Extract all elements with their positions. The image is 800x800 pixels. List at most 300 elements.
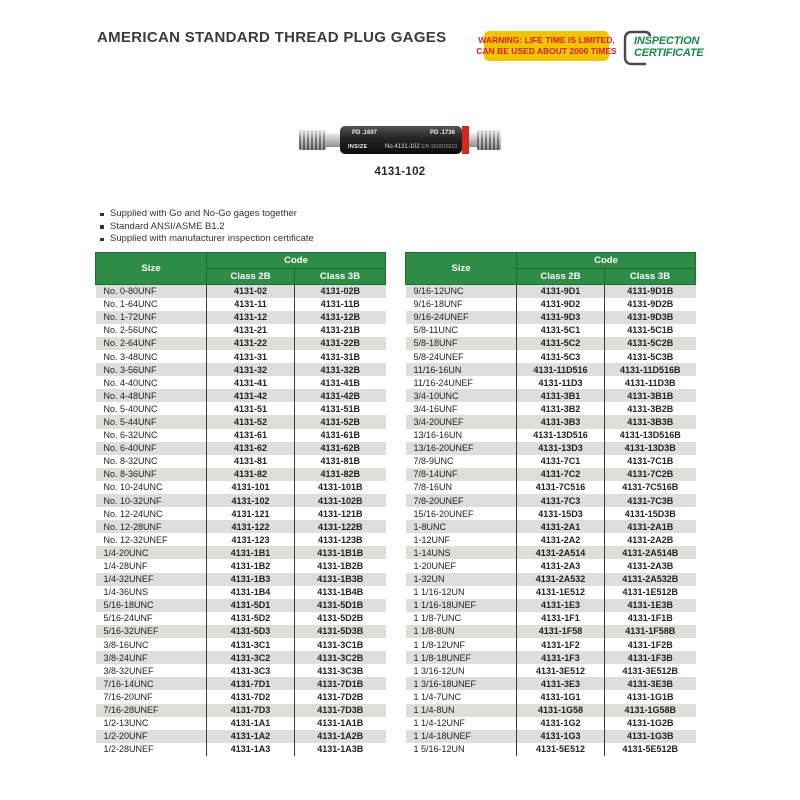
class2b-code-cell: 4131-1A2: [207, 730, 295, 743]
size-cell: 3/8-24UNF: [96, 651, 207, 664]
size-cell: 7/16-14UNC: [96, 677, 207, 690]
table-row: [406, 311, 696, 324]
class3b-code-cell: 4131-9D1B: [605, 285, 696, 298]
class2b-code-cell: 4131-51: [207, 402, 295, 415]
class2b-code-cell: 4131-5D1: [207, 599, 295, 612]
table-row: [406, 337, 696, 350]
class2b-code-cell: 4131-02: [207, 285, 295, 298]
table-row: [96, 664, 386, 677]
table-row: [96, 298, 386, 311]
class3b-code-cell: 4131-1F2B: [605, 638, 696, 651]
size-cell: 1/4-28UNF: [103, 561, 148, 572]
class2b-code-cell: 4131-3C1: [207, 638, 295, 651]
class3b-code-cell: 4131-7D1B: [295, 677, 386, 690]
class3b-code-cell: 4131-1B4B: [295, 586, 386, 599]
class3b-code-cell: 4131-21B: [295, 324, 386, 337]
class2b-code-cell: 4131-32: [207, 363, 295, 376]
class2b-code-cell: 4131-3C2: [207, 651, 295, 664]
class3b-code-cell: 4131-5D3B: [295, 625, 386, 638]
table-row: [406, 664, 696, 677]
class2b-code-cell: 4131-5C1: [517, 324, 605, 337]
table-row: [406, 481, 696, 494]
class3b-code-cell: 4131-1B3B: [295, 573, 386, 586]
pd-right-marking: PD .1736: [429, 130, 455, 136]
class3b-code-cell: 4131-5C3B: [605, 350, 696, 363]
size-cell: 13/16-16UN: [413, 430, 463, 441]
table-row: [406, 350, 696, 363]
table-row: [96, 363, 386, 376]
size-cell: 5/8-24UNEF: [413, 351, 464, 362]
certificate-line-2: CERTIFICATE: [634, 46, 704, 59]
class2b-code-cell: 4131-1E512: [517, 586, 605, 599]
class3b-code-cell: 4131-7C2B: [605, 468, 696, 481]
class3b-code-cell: 4131-42B: [295, 389, 386, 402]
size-cell: 1 1/8-18UNEF: [406, 651, 517, 664]
class3b-code-cell: 4131-3C3B: [295, 664, 386, 677]
table-row: [406, 625, 696, 638]
size-cell: 1 1/8-7UNC: [413, 613, 462, 624]
table-row: [406, 704, 696, 717]
class3b-code-cell: 4131-1A3B: [295, 743, 386, 756]
certificate-label: [633, 36, 705, 59]
size-cell: 1/2-28UNEF: [103, 744, 154, 755]
size-cell: No. 5-44UNF: [96, 415, 207, 428]
class3b-code-cell: 4131-123B: [295, 533, 386, 546]
class3b-code-cell: 4131-2A1B: [605, 520, 696, 533]
size-cell: 3/8-16UNC: [103, 639, 149, 650]
size-cell: 1-32UN: [406, 573, 517, 586]
size-cell: 1 5/16-12UN: [413, 744, 465, 755]
class3b-code-cell: 4131-7C516B: [605, 481, 696, 494]
bullet-item: Standard ANSI/ASME B1.2: [99, 221, 314, 234]
class3b-code-cell: 4131-52B: [295, 415, 386, 428]
size-cell: 1/4-20UNC: [96, 546, 207, 559]
size-cell: 1-12UNF: [413, 534, 451, 545]
model-marking: No.4131-102: [385, 144, 420, 150]
size-cell: 5/16-24UNF: [103, 613, 153, 624]
class2b-code-cell: 4131-1G3: [517, 730, 605, 743]
class3b-code-cell: 4131-9D2B: [605, 298, 696, 311]
class2b-code-cell: 4131-21: [207, 324, 295, 337]
table-row: [406, 494, 696, 507]
class3b-code-cell: 4131-11D3B: [605, 376, 696, 389]
brand-marking: INSIZE: [348, 144, 368, 150]
size-cell: 1 1/8-12UNF: [413, 639, 466, 650]
class3b-code-cell: 4131-1G1B: [605, 690, 696, 703]
class3b-code-cell: 4131-3E3B: [605, 677, 696, 690]
class3b-code-cell: 4131-81B: [295, 455, 386, 468]
thread-plug-gage-image: [295, 118, 505, 162]
class2b-code-cell: 4131-3B2: [517, 402, 605, 415]
feature-bullet-list: [99, 208, 314, 246]
class3b-code-cell: 4131-1E512B: [605, 586, 696, 599]
class2b-code-cell: 4131-42: [207, 389, 295, 402]
class2b-code-cell: 4131-5D2: [207, 612, 295, 625]
table-row: [406, 638, 696, 651]
class3b-code-cell: 4131-11D516B: [605, 363, 696, 376]
table-row: [96, 507, 386, 520]
size-cell: 5/16-18UNC: [96, 599, 207, 612]
certificate-line-1: INSPECTION: [634, 35, 700, 47]
table-row: [96, 429, 386, 442]
class2b-code-cell: 4131-1F58: [517, 625, 605, 638]
class2b-code-cell: 4131-52: [207, 415, 295, 428]
class2b-code-cell: 4131-1E3: [517, 599, 605, 612]
bullet-item: Supplied with Go and No-Go gages together: [99, 208, 314, 221]
class2b-code-cell: 4131-5C2: [517, 337, 605, 350]
size-cell: 1 1/4-8UN: [406, 704, 517, 717]
class3b-code-cell: 4131-2A3B: [605, 559, 696, 572]
size-cell: 3/4-16UNF: [413, 403, 458, 414]
table-row: [406, 298, 696, 311]
size-cell: 7/16-28UNEF: [96, 704, 207, 717]
class3b-code-cell: 4131-1F1B: [605, 612, 696, 625]
class2b-code-cell: 4131-31: [207, 350, 295, 363]
table-row: [96, 599, 386, 612]
class2b-code-cell: 4131-3B1: [517, 389, 605, 402]
size-cell: No. 6-32UNC: [103, 430, 158, 441]
table-row: [406, 533, 696, 546]
table-row: [406, 389, 696, 402]
class2b-code-cell: 4131-3B3: [517, 415, 605, 428]
table-row: [96, 573, 386, 586]
class2b-code-cell: 4131-61: [207, 429, 295, 442]
class2b-code-cell: 4131-1B2: [207, 559, 295, 572]
table-row: [406, 599, 696, 612]
table-row: [406, 468, 696, 481]
class3b-code-cell: 4131-102B: [295, 494, 386, 507]
table-row: [96, 442, 386, 455]
class3b-code-cell: 4131-7C1B: [605, 455, 696, 468]
table-row: [96, 533, 386, 546]
size-cell: No. 10-32UNF: [96, 494, 207, 507]
class3b-code-cell: 4131-22B: [295, 337, 386, 350]
size-cell: No. 1-64UNC: [103, 299, 158, 310]
size-cell: No. 4-48UNF: [96, 389, 207, 402]
class2b-code-cell: 4131-9D3: [517, 311, 605, 324]
size-cell: No. 12-28UNF: [96, 520, 207, 533]
size-column-header: Size: [96, 253, 207, 285]
table-row: [406, 520, 696, 533]
size-column-header: Size: [406, 253, 517, 285]
table-row: [96, 285, 386, 298]
class2b-code-cell: 4131-7C516: [517, 481, 605, 494]
class3b-code-cell: 4131-13D516B: [605, 429, 696, 442]
table-row: [406, 612, 696, 625]
class2b-code-cell: 4131-7C3: [517, 494, 605, 507]
size-cell: No. 2-64UNF: [96, 337, 207, 350]
class2b-code-cell: 4131-7D3: [207, 704, 295, 717]
class2b-code-cell: 4131-101: [207, 481, 295, 494]
size-cell: 1 1/4-7UNC: [413, 691, 462, 702]
table-row: [96, 546, 386, 559]
size-cell: 9/16-12UNC: [406, 285, 517, 298]
table-row: [406, 507, 696, 520]
table-row: [406, 285, 696, 298]
class2b-code-cell: 4131-15D3: [517, 507, 605, 520]
table-row: [96, 455, 386, 468]
class3b-code-cell: 4131-7D2B: [295, 690, 386, 703]
pd-left-marking: PD .1697: [352, 130, 378, 136]
product-code-caption: 4131-102: [374, 166, 426, 178]
class2b-code-cell: 4131-2A3: [517, 559, 605, 572]
table-row: [96, 402, 386, 415]
size-cell: 5/8-11UNC: [413, 325, 458, 336]
size-cell: 7/8-16UN: [413, 482, 453, 493]
size-cell: 1/4-36UNS: [103, 587, 149, 598]
size-cell: 9/16-18UNF: [413, 299, 463, 310]
table-row: [406, 717, 696, 730]
class3b-code-cell: 4131-1G2B: [605, 717, 696, 730]
class3b-code-cell: 4131-41B: [295, 376, 386, 389]
table-row: [96, 311, 386, 324]
table-row: [96, 376, 386, 389]
size-cell: No. 2-56UNC: [103, 325, 158, 336]
size-cell: 9/16-24UNEF: [406, 311, 517, 324]
size-cell: 1-8UNC: [406, 520, 517, 533]
class2b-code-cell: 4131-2A1: [517, 520, 605, 533]
table-row: [96, 690, 386, 703]
class3b-code-cell: 4131-5D2B: [295, 612, 386, 625]
class3b-code-cell: 4131-1B2B: [295, 559, 386, 572]
go-thread-end: [299, 130, 326, 150]
class3b-code-cell: 4131-11B: [295, 298, 386, 311]
class2b-code-cell: 4131-5D3: [207, 625, 295, 638]
table-row: [96, 350, 386, 363]
warning-line-2: CAN BE USED ABOUT 2000 TIMES: [476, 46, 617, 56]
size-cell: No. 4-40UNC: [103, 377, 158, 388]
class2b-code-cell: 4131-22: [207, 337, 295, 350]
class2b-code-cell: 4131-41: [207, 376, 295, 389]
class3b-code-cell: 4131-5C1B: [605, 324, 696, 337]
class2b-code-cell: 4131-1A1: [207, 717, 295, 730]
class3b-code-cell: 4131-3C2B: [295, 651, 386, 664]
class3b-code-cell: 4131-1E3B: [605, 599, 696, 612]
class3b-code-cell: 4131-121B: [295, 507, 386, 520]
table-row: [406, 402, 696, 415]
class3b-code-cell: 4131-2A532B: [605, 573, 696, 586]
class2b-code-cell: 4131-7D1: [207, 677, 295, 690]
size-cell: 3/4-20UNEF: [406, 415, 517, 428]
table-row: [406, 586, 696, 599]
class2b-code-cell: 4131-5C3: [517, 350, 605, 363]
bullet-item: Supplied with manufacturer inspection certificate: [99, 233, 314, 246]
size-cell: 1 3/16-18UNEF: [406, 677, 517, 690]
table-row: [406, 415, 696, 428]
class2b-code-cell: 4131-13D3: [517, 442, 605, 455]
page-title: AMERICAN STANDARD THREAD PLUG GAGES: [97, 29, 447, 46]
table-row: [406, 376, 696, 389]
table-row: [96, 586, 386, 599]
size-cell: No. 5-40UNC: [103, 403, 158, 414]
class3b-code-cell: 4131-7D3B: [295, 704, 386, 717]
size-cell: 3/4-10UNC: [406, 389, 517, 402]
no-go-thread-end: [477, 130, 501, 150]
table-row: [406, 324, 696, 337]
class2b-code-cell: 4131-62: [207, 442, 295, 455]
class3b-code-cell: 4131-2A2B: [605, 533, 696, 546]
table-row: [406, 455, 696, 468]
table-row: [406, 546, 696, 559]
class3b-code-cell: 4131-1G58B: [605, 704, 696, 717]
class2b-code-cell: 4131-3C3: [207, 664, 295, 677]
table-row: [96, 651, 386, 664]
class3b-code-cell: 4131-31B: [295, 350, 386, 363]
inspection-certificate-logo: [621, 28, 711, 68]
class2b-code-cell: 4131-11: [207, 298, 295, 311]
class3b-code-cell: 4131-1G3B: [605, 730, 696, 743]
gage-handle: [340, 126, 462, 154]
class2b-code-cell: 4131-3E512: [517, 664, 605, 677]
size-cell: 13/16-20UNEF: [406, 442, 517, 455]
class3b-code-cell: 4131-1B1B: [295, 546, 386, 559]
class2b-code-cell: 4131-2A532: [517, 573, 605, 586]
size-cell: No. 0-80UNF: [96, 285, 207, 298]
size-cell: No. 8-36UNF: [96, 468, 207, 481]
class2b-code-cell: 4131-81: [207, 455, 295, 468]
table-row: [96, 324, 386, 337]
class3b-code-cell: 4131-122B: [295, 520, 386, 533]
class3b-code-cell: 4131-62B: [295, 442, 386, 455]
table-row: [96, 337, 386, 350]
class3b-code-cell: 4131-61B: [295, 429, 386, 442]
size-cell: 1 1/8-8UN: [406, 625, 517, 638]
class3b-code-cell: 4131-5C2B: [605, 337, 696, 350]
size-cell: No. 3-48UNC: [103, 351, 158, 362]
table-row: [406, 429, 696, 442]
table-row: [96, 520, 386, 533]
right-shaft: [469, 133, 477, 147]
class2b-code-cell: 4131-1F1: [517, 612, 605, 625]
size-cell: 1 1/4-18UNEF: [406, 730, 517, 743]
class2b-column-header: Class 2B: [207, 269, 295, 285]
class2b-code-cell: 4131-7D2: [207, 690, 295, 703]
class3b-code-cell: 4131-3C1B: [295, 638, 386, 651]
size-cell: 15/16-20UNEF: [413, 508, 474, 519]
class3b-column-header: Class 3B: [295, 269, 386, 285]
class3b-code-cell: 4131-101B: [295, 481, 386, 494]
table-row: [96, 494, 386, 507]
class2b-code-cell: 4131-1G1: [517, 690, 605, 703]
size-cell: 1/2-20UNF: [96, 730, 207, 743]
class2b-code-cell: 4131-1B3: [207, 573, 295, 586]
class3b-code-cell: 4131-1F58B: [605, 625, 696, 638]
class2b-code-cell: 4131-9D1: [517, 285, 605, 298]
class2b-code-cell: 4131-13D516: [517, 429, 605, 442]
class2b-code-cell: 4131-1B1: [207, 546, 295, 559]
size-cell: 1/4-32UNEF: [96, 573, 207, 586]
code-column-header: Code: [207, 253, 386, 269]
size-cell: 5/8-18UNF: [406, 337, 517, 350]
class3b-code-cell: 4131-32B: [295, 363, 386, 376]
class3b-code-cell: 4131-12B: [295, 311, 386, 324]
size-cell: 1 1/16-12UN: [413, 587, 465, 598]
class2b-code-cell: 4131-1G58: [517, 704, 605, 717]
table-row: [406, 573, 696, 586]
table-row: [406, 442, 696, 455]
class3b-code-cell: 4131-51B: [295, 402, 386, 415]
size-cell: 11/16-16UN: [406, 363, 517, 376]
size-cell: 1 1/4-12UNF: [413, 718, 466, 729]
size-cell: 5/16-32UNEF: [96, 625, 207, 638]
class3b-code-cell: 4131-1A1B: [295, 717, 386, 730]
table-row: [96, 389, 386, 402]
class3b-code-cell: 4131-02B: [295, 285, 386, 298]
size-cell: 1 3/16-12UN: [413, 665, 465, 676]
serial-marking: S/N 1818/16013: [420, 144, 457, 150]
warning-line-1: WARNING: LIFE TIME IS LIMITED,: [478, 35, 615, 45]
class2b-code-cell: 4131-1F3: [517, 651, 605, 664]
size-cell: No. 8-32UNC: [103, 456, 158, 467]
table-row: [96, 625, 386, 638]
class3b-code-cell: 4131-82B: [295, 468, 386, 481]
class2b-code-cell: 4131-9D2: [517, 298, 605, 311]
table-row: [96, 704, 386, 717]
class3b-code-cell: 4131-1F3B: [605, 651, 696, 664]
class2b-code-cell: 4131-2A2: [517, 533, 605, 546]
table-row: [406, 651, 696, 664]
size-cell: No. 12-32UNEF: [103, 534, 168, 545]
class2b-code-cell: 4131-123: [207, 533, 295, 546]
class3b-code-cell: 4131-5E512B: [605, 743, 696, 756]
class3b-code-cell: 4131-15D3B: [605, 507, 696, 520]
class2b-code-cell: 4131-121: [207, 507, 295, 520]
class2b-code-cell: 4131-1A3: [207, 743, 295, 756]
class3b-code-cell: 4131-13D3B: [605, 442, 696, 455]
no-go-red-band: [462, 126, 469, 154]
table-row: [96, 612, 386, 625]
class2b-code-cell: 4131-122: [207, 520, 295, 533]
class3b-code-cell: 4131-3E512B: [605, 664, 696, 677]
size-cell: 7/8-14UNF: [406, 468, 517, 481]
size-cell: No. 1-72UNF: [96, 311, 207, 324]
size-cell: 3/8-32UNEF: [103, 665, 154, 676]
code-column-header: Code: [517, 253, 696, 269]
table-row: [96, 677, 386, 690]
class2b-code-cell: 4131-2A514: [517, 546, 605, 559]
size-cell: 1/2-13UNC: [103, 718, 149, 729]
table-row: [406, 743, 696, 756]
class3b-code-cell: 4131-9D3B: [605, 311, 696, 324]
class2b-code-cell: 4131-102: [207, 494, 295, 507]
size-cell: No. 6-40UNF: [96, 442, 207, 455]
class3b-column-header: Class 3B: [605, 269, 696, 285]
size-code-table-left: [95, 252, 386, 756]
class2b-code-cell: 4131-12: [207, 311, 295, 324]
class2b-code-cell: 4131-11D3: [517, 376, 605, 389]
table-row: [96, 468, 386, 481]
class3b-code-cell: 4131-7C3B: [605, 494, 696, 507]
class2b-code-cell: 4131-7C1: [517, 455, 605, 468]
left-shaft: [326, 133, 340, 147]
table-row: [96, 717, 386, 730]
warning-badge: [476, 31, 617, 61]
table-row: [406, 677, 696, 690]
table-row: [96, 638, 386, 651]
class2b-code-cell: 4131-1B4: [207, 586, 295, 599]
class3b-code-cell: 4131-1A2B: [295, 730, 386, 743]
class3b-code-cell: 4131-5D1B: [295, 599, 386, 612]
class3b-code-cell: 4131-3B2B: [605, 402, 696, 415]
table-row: [96, 743, 386, 756]
size-cell: 1-20UNEF: [413, 561, 457, 572]
size-cell: No. 3-56UNF: [96, 363, 207, 376]
table-row: [406, 690, 696, 703]
class2b-code-cell: 4131-1G2: [517, 717, 605, 730]
size-code-table-right: [405, 252, 696, 756]
size-cell: No. 12-24UNC: [103, 508, 163, 519]
class2b-code-cell: 4131-3E3: [517, 677, 605, 690]
